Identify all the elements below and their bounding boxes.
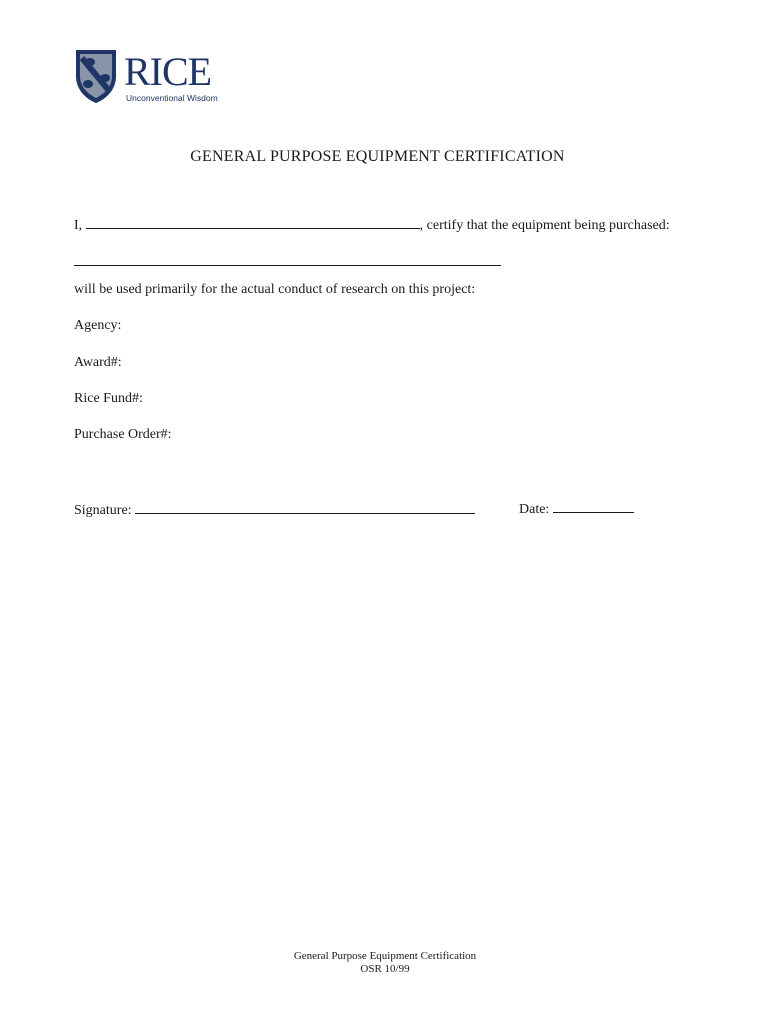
signature-line bbox=[74, 501, 475, 519]
date-blank-field[interactable] bbox=[553, 500, 634, 513]
name-blank-field[interactable] bbox=[86, 216, 420, 229]
logo-wordmark: RICE bbox=[124, 49, 212, 94]
rice-logo bbox=[74, 48, 224, 108]
date-line bbox=[519, 500, 634, 518]
purchase-order-label: Purchase Order#: bbox=[74, 427, 172, 442]
agency-label: Agency: bbox=[74, 318, 122, 333]
award-label: Award#: bbox=[74, 355, 122, 370]
page-footer bbox=[0, 950, 770, 976]
logo-tagline: Unconventional Wisdom bbox=[126, 93, 218, 103]
certify-suffix: , certify that the equipment being purchased: bbox=[419, 218, 670, 233]
signature-label: Signature: bbox=[74, 503, 132, 518]
research-statement: will be used primarily for the actual conduct of research on this project: bbox=[74, 282, 476, 297]
rice-shield-icon bbox=[74, 48, 118, 104]
signature-blank-field[interactable] bbox=[135, 501, 475, 514]
rice-fund-label: Rice Fund#: bbox=[74, 391, 143, 406]
form-title: GENERAL PURPOSE EQUIPMENT CERTIFICATION bbox=[190, 148, 565, 165]
equipment-blank-field[interactable] bbox=[74, 265, 501, 266]
certify-line bbox=[74, 216, 670, 234]
certify-prefix: I, bbox=[74, 218, 83, 233]
footer-code: OSR 10/99 bbox=[360, 963, 410, 975]
date-label: Date: bbox=[519, 502, 550, 517]
footer-title: General Purpose Equipment Certification bbox=[293, 950, 477, 962]
